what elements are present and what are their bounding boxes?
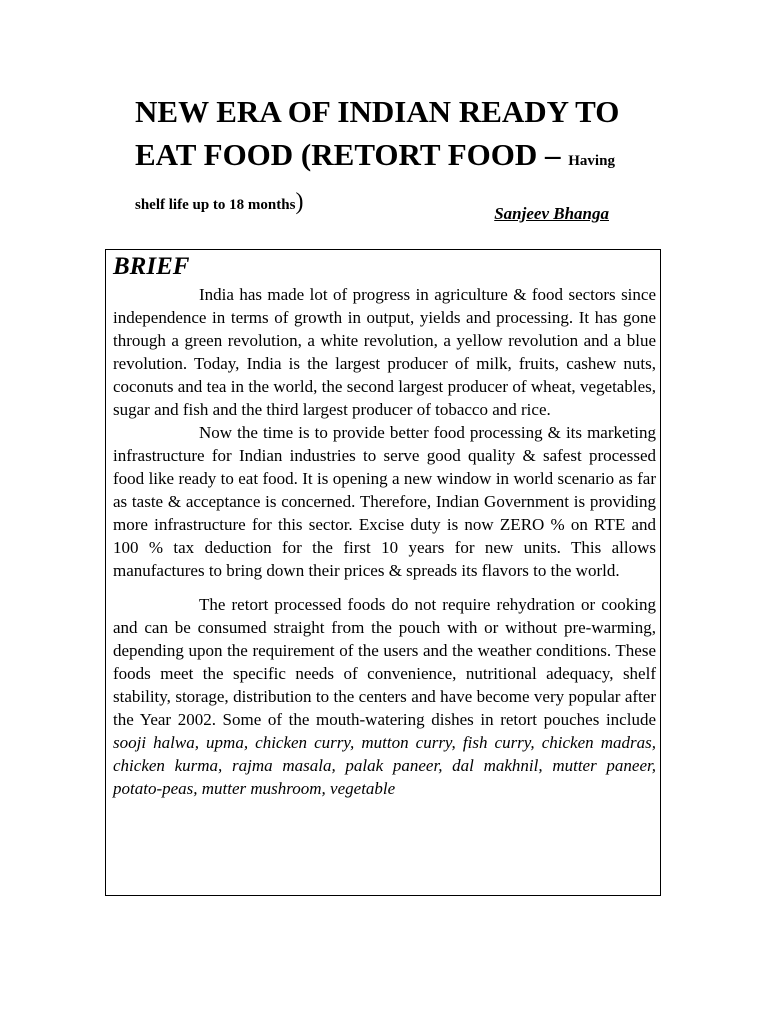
brief-paragraph-3 bbox=[113, 593, 656, 800]
author-name: Sanjeev Bhanga bbox=[494, 204, 609, 223]
document-title bbox=[135, 90, 695, 218]
brief-body bbox=[113, 283, 656, 800]
brief-section bbox=[105, 249, 661, 896]
dish-list: sooji halwa, upma, chicken curry, mutton curry, fish curry, chicken madras, chicken kurma, rajma masala, palak paneer, dal makhnil, mutter paneer, potato-peas, mutter mushroom, vegetable bbox=[113, 733, 656, 798]
title-line-3-text: shelf life up to 18 months bbox=[135, 197, 296, 213]
title-line-1: NEW ERA OF INDIAN READY TO bbox=[135, 94, 620, 129]
brief-paragraph-2: Now the time is to provide better food processing & its marketing infrastructure for Indian industries to serve good quality & safest processed food like ready to eat food. It is opening a new window in world scenario as far as taste & acceptance is concerned. Therefore, Indian Government is providing more infrastructure for this sector. Excise duty is now ZERO % on RTE and 100 % tax deduction for the first 10 years for new units. This allows manufactures to bring down their prices & spreads its flavors to the world. bbox=[113, 423, 656, 580]
title-line-2-small: Having bbox=[568, 153, 615, 169]
brief-paragraph-1: India has made lot of progress in agriculture & food sectors since independence in terms of growth in output, yields and processing. It has gone through a green revolution, a white revolution, a yellow revolution and a blue revolution. Today, India is the largest producer of milk, fruits, cashew nuts, coconuts and tea in the world, the second largest producer of wheat, vegetables, sugar and fish and the third largest producer of tobacco and rice. bbox=[113, 285, 656, 419]
brief-paragraph-3-text: The retort processed foods do not require rehydration or cooking and can be consumed straight from the pouch with or without pre-warming, depending upon the requirement of the users and the weather conditions. These foods meet the specific needs of convenience, nutritional adequacy, shelf stability, storage, distribution to the centers and have become very popular after the Year 2002. Some of the mouth-watering dishes in retort pouches include bbox=[113, 595, 656, 729]
title-line-2-main: EAT FOOD (RETORT FOOD – bbox=[135, 137, 569, 172]
title-closing-paren: ) bbox=[295, 189, 304, 215]
brief-heading: BRIEF bbox=[113, 253, 190, 280]
title-line-2 bbox=[135, 133, 695, 183]
